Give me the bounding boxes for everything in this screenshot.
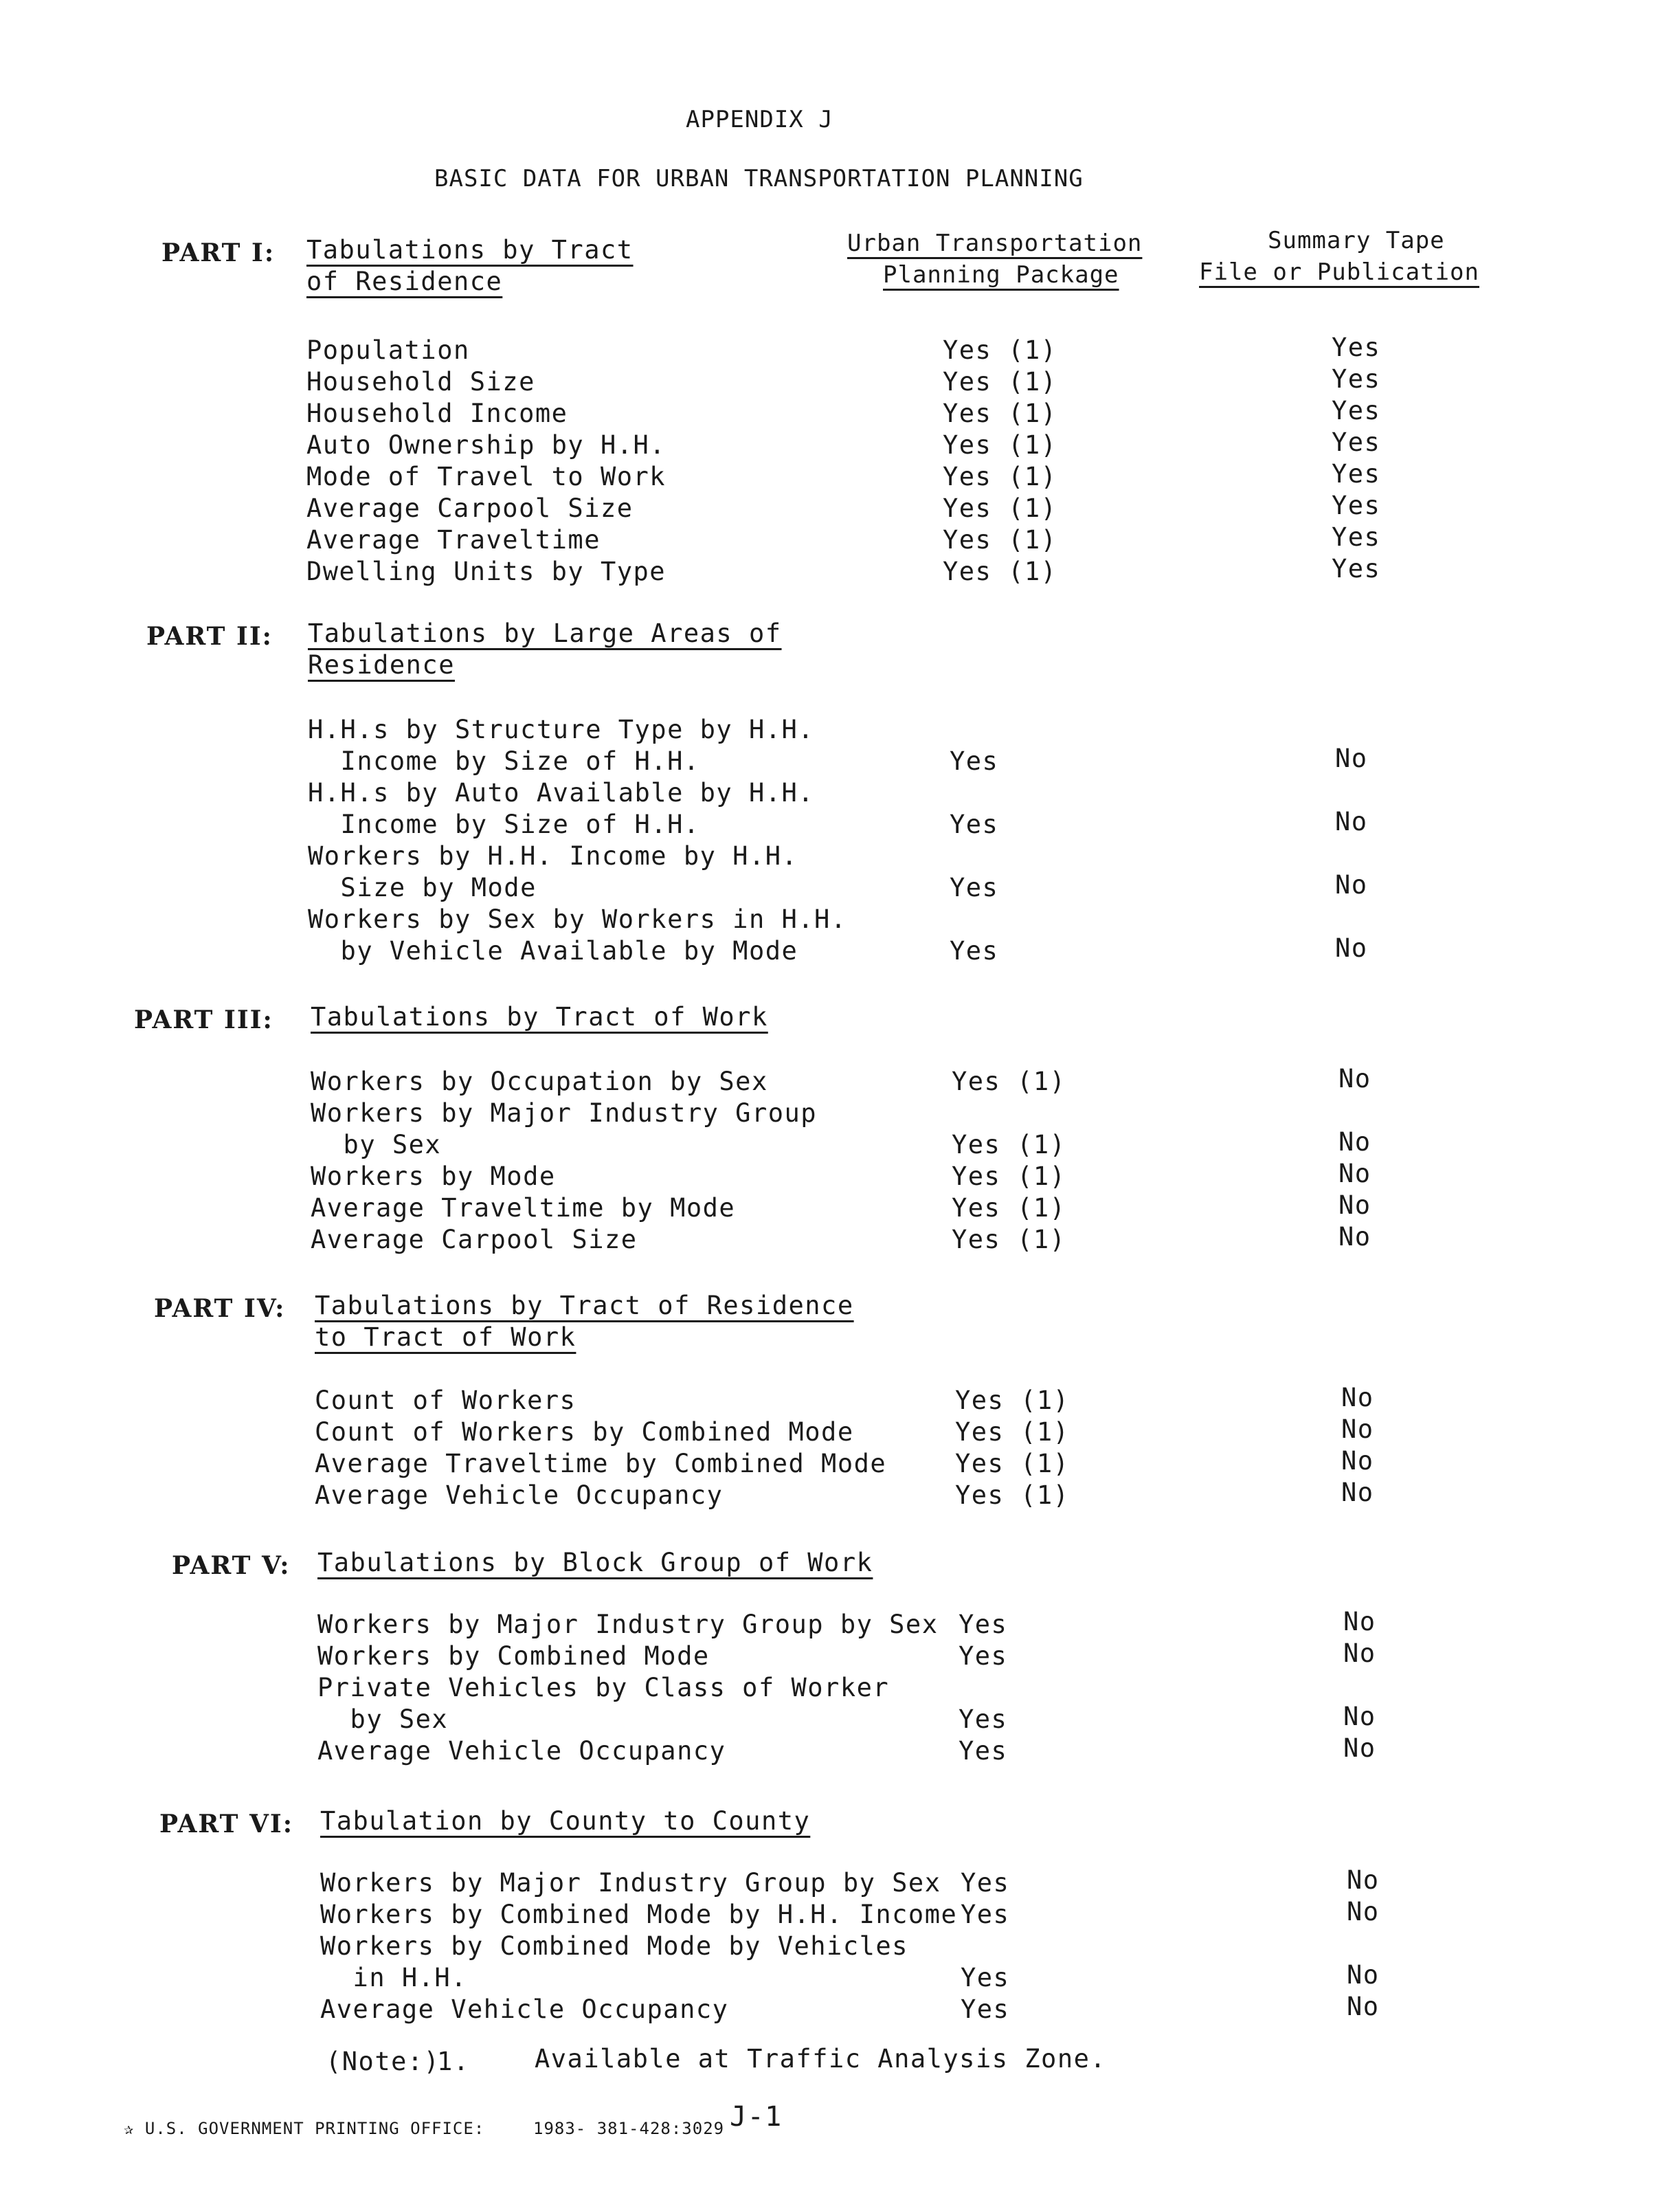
row-package-value: Yes (1) xyxy=(952,1162,1066,1191)
row-item-label: Average Carpool Size xyxy=(311,1225,638,1254)
part-heading: Tabulation by County to County xyxy=(320,1806,811,1836)
row-item-label: Workers by Combined Mode by Vehicles xyxy=(320,1931,908,1961)
part-heading: Residence xyxy=(308,650,455,680)
row-package-value: Yes (1) xyxy=(943,430,1057,460)
row-item-label: Workers by Sex by Workers in H.H. xyxy=(308,904,847,934)
row-tape-value: No xyxy=(1347,1897,1380,1926)
part-heading: Tabulations by Tract of Work xyxy=(311,1002,768,1032)
row-package-value: Yes (1) xyxy=(952,1225,1066,1254)
note-text: Available at Traffic Analysis Zone. xyxy=(535,2044,1107,2074)
row-tape-value: No xyxy=(1335,933,1368,963)
row-tape-value: No xyxy=(1347,1865,1380,1895)
row-tape-value: Yes xyxy=(1332,554,1381,584)
part-heading: of Residence xyxy=(306,267,503,296)
row-item-label: Workers by Combined Mode by H.H. Income xyxy=(320,1900,958,1929)
row-tape-value: No xyxy=(1339,1222,1371,1252)
column-header-tape-line1: Summary Tape xyxy=(1268,227,1445,254)
row-package-value: Yes (1) xyxy=(955,1417,1070,1447)
page-number: J-1 xyxy=(730,2101,783,2133)
row-item-label: Workers by Major Industry Group by Sex xyxy=(320,1868,941,1898)
row-package-value: Yes (1) xyxy=(943,493,1057,523)
row-package-value: Yes (1) xyxy=(955,1386,1070,1415)
row-tape-value: No xyxy=(1343,1638,1376,1668)
row-item-label: Household Income xyxy=(306,399,568,428)
row-tape-value: No xyxy=(1341,1446,1374,1476)
row-package-value: Yes (1) xyxy=(943,335,1057,365)
row-package-value: Yes xyxy=(950,810,999,839)
row-item-label: Average Vehicle Occupancy xyxy=(320,1994,729,2024)
row-item-label: Size by Mode xyxy=(308,873,537,902)
row-item-label: Count of Workers by Combined Mode xyxy=(315,1417,854,1447)
row-package-value: Yes xyxy=(961,1963,1010,1992)
row-package-value: Yes xyxy=(961,1868,1010,1898)
row-tape-value: Yes xyxy=(1332,364,1381,394)
row-package-value: Yes (1) xyxy=(952,1193,1066,1223)
row-item-label: Workers by Major Industry Group xyxy=(311,1098,818,1128)
row-package-value: Yes xyxy=(961,1900,1010,1929)
part-label: PART IV: xyxy=(154,1294,286,1323)
row-item-label: Income by Size of H.H. xyxy=(308,810,700,839)
row-package-value: Yes (1) xyxy=(943,367,1057,397)
row-item-label: Average Traveltime by Mode xyxy=(311,1193,736,1223)
row-tape-value: Yes xyxy=(1332,522,1381,552)
footer-printer: ✰ U.S. GOVERNMENT PRINTING OFFICE: xyxy=(124,2119,485,2138)
row-item-label: Workers by Major Industry Group by Sex xyxy=(317,1610,939,1639)
row-package-value: Yes (1) xyxy=(943,399,1057,428)
note-number: 1. xyxy=(437,2047,470,2076)
column-header-package-line2: Planning Package xyxy=(883,261,1119,289)
row-tape-value: Yes xyxy=(1332,333,1381,362)
row-tape-value: No xyxy=(1335,744,1368,773)
row-item-label: Average Carpool Size xyxy=(306,493,634,523)
row-item-label: Workers by Occupation by Sex xyxy=(311,1067,768,1096)
row-package-value: Yes (1) xyxy=(955,1480,1070,1510)
part-label: PART II: xyxy=(146,622,273,651)
part-heading: Tabulations by Block Group of Work xyxy=(317,1548,873,1577)
row-item-label: by Sex xyxy=(311,1130,442,1159)
row-item-label: Count of Workers xyxy=(315,1386,576,1415)
row-tape-value: No xyxy=(1341,1478,1374,1507)
row-tape-value: No xyxy=(1339,1064,1371,1093)
row-tape-value: Yes xyxy=(1332,427,1381,457)
row-package-value: Yes (1) xyxy=(943,525,1057,555)
row-package-value: Yes (1) xyxy=(952,1067,1066,1096)
row-item-label: Workers by Mode xyxy=(311,1162,556,1191)
row-package-value: Yes xyxy=(959,1641,1008,1671)
appendix-label: APPENDIX J xyxy=(686,106,833,133)
row-tape-value: No xyxy=(1343,1607,1376,1636)
row-item-label: in H.H. xyxy=(320,1963,467,1992)
row-item-label: Average Traveltime xyxy=(306,525,601,555)
row-tape-value: No xyxy=(1339,1127,1371,1157)
row-item-label: Income by Size of H.H. xyxy=(308,746,700,776)
part-heading: Tabulations by Tract xyxy=(306,235,634,265)
row-item-label: Average Vehicle Occupancy xyxy=(317,1736,726,1766)
page-title: BASIC DATA FOR URBAN TRANSPORTATION PLANNING xyxy=(434,165,1084,192)
row-package-value: Yes xyxy=(950,936,999,966)
row-item-label: by Sex xyxy=(317,1704,449,1734)
row-package-value: Yes (1) xyxy=(943,557,1057,586)
row-tape-value: No xyxy=(1339,1190,1371,1220)
row-package-value: Yes (1) xyxy=(952,1130,1066,1159)
row-tape-value: Yes xyxy=(1332,459,1381,489)
row-item-label: Population xyxy=(306,335,470,365)
column-header-tape-line2: File or Publication xyxy=(1199,258,1479,286)
row-tape-value: No xyxy=(1339,1159,1371,1188)
row-tape-value: No xyxy=(1347,1992,1380,2021)
note-label: (Note:) xyxy=(326,2047,440,2076)
row-item-label: by Vehicle Available by Mode xyxy=(308,936,798,966)
row-item-label: Average Traveltime by Combined Mode xyxy=(315,1449,887,1478)
row-tape-value: No xyxy=(1335,807,1368,836)
row-package-value: Yes (1) xyxy=(943,462,1057,491)
row-item-label: Household Size xyxy=(306,367,535,397)
row-tape-value: Yes xyxy=(1332,396,1381,425)
row-package-value: Yes xyxy=(961,1994,1010,2024)
row-item-label: H.H.s by Auto Available by H.H. xyxy=(308,778,815,808)
row-tape-value: No xyxy=(1347,1960,1380,1990)
footer-code: 1983- 381-428:3029 xyxy=(533,2119,725,2138)
part-label: PART VI: xyxy=(159,1810,294,1838)
row-item-label: Private Vehicles by Class of Worker xyxy=(317,1673,890,1702)
column-header-package-line1: Urban Transportation xyxy=(847,230,1143,257)
row-package-value: Yes xyxy=(950,746,999,776)
row-item-label: Dwelling Units by Type xyxy=(306,557,667,586)
row-item-label: Workers by Combined Mode xyxy=(317,1641,710,1671)
row-package-value: Yes (1) xyxy=(955,1449,1070,1478)
row-tape-value: No xyxy=(1343,1702,1376,1731)
row-tape-value: No xyxy=(1341,1383,1374,1412)
row-tape-value: No xyxy=(1343,1733,1376,1763)
part-label: PART III: xyxy=(134,1005,273,1034)
row-tape-value: No xyxy=(1335,870,1368,900)
row-package-value: Yes xyxy=(959,1704,1008,1734)
row-package-value: Yes xyxy=(959,1610,1008,1639)
part-heading: Tabulations by Large Areas of xyxy=(308,619,782,648)
row-item-label: Mode of Travel to Work xyxy=(306,462,667,491)
row-package-value: Yes xyxy=(950,873,999,902)
row-item-label: H.H.s by Structure Type by H.H. xyxy=(308,715,815,744)
part-label: PART I: xyxy=(161,238,276,267)
row-item-label: Average Vehicle Occupancy xyxy=(315,1480,724,1510)
part-heading: to Tract of Work xyxy=(315,1322,576,1352)
part-heading: Tabulations by Tract of Residence xyxy=(315,1291,854,1320)
row-package-value: Yes xyxy=(959,1736,1008,1766)
part-label: PART V: xyxy=(172,1551,291,1580)
row-tape-value: No xyxy=(1341,1414,1374,1444)
row-item-label: Workers by H.H. Income by H.H. xyxy=(308,841,798,871)
row-tape-value: Yes xyxy=(1332,491,1381,520)
row-item-label: Auto Ownership by H.H. xyxy=(306,430,667,460)
